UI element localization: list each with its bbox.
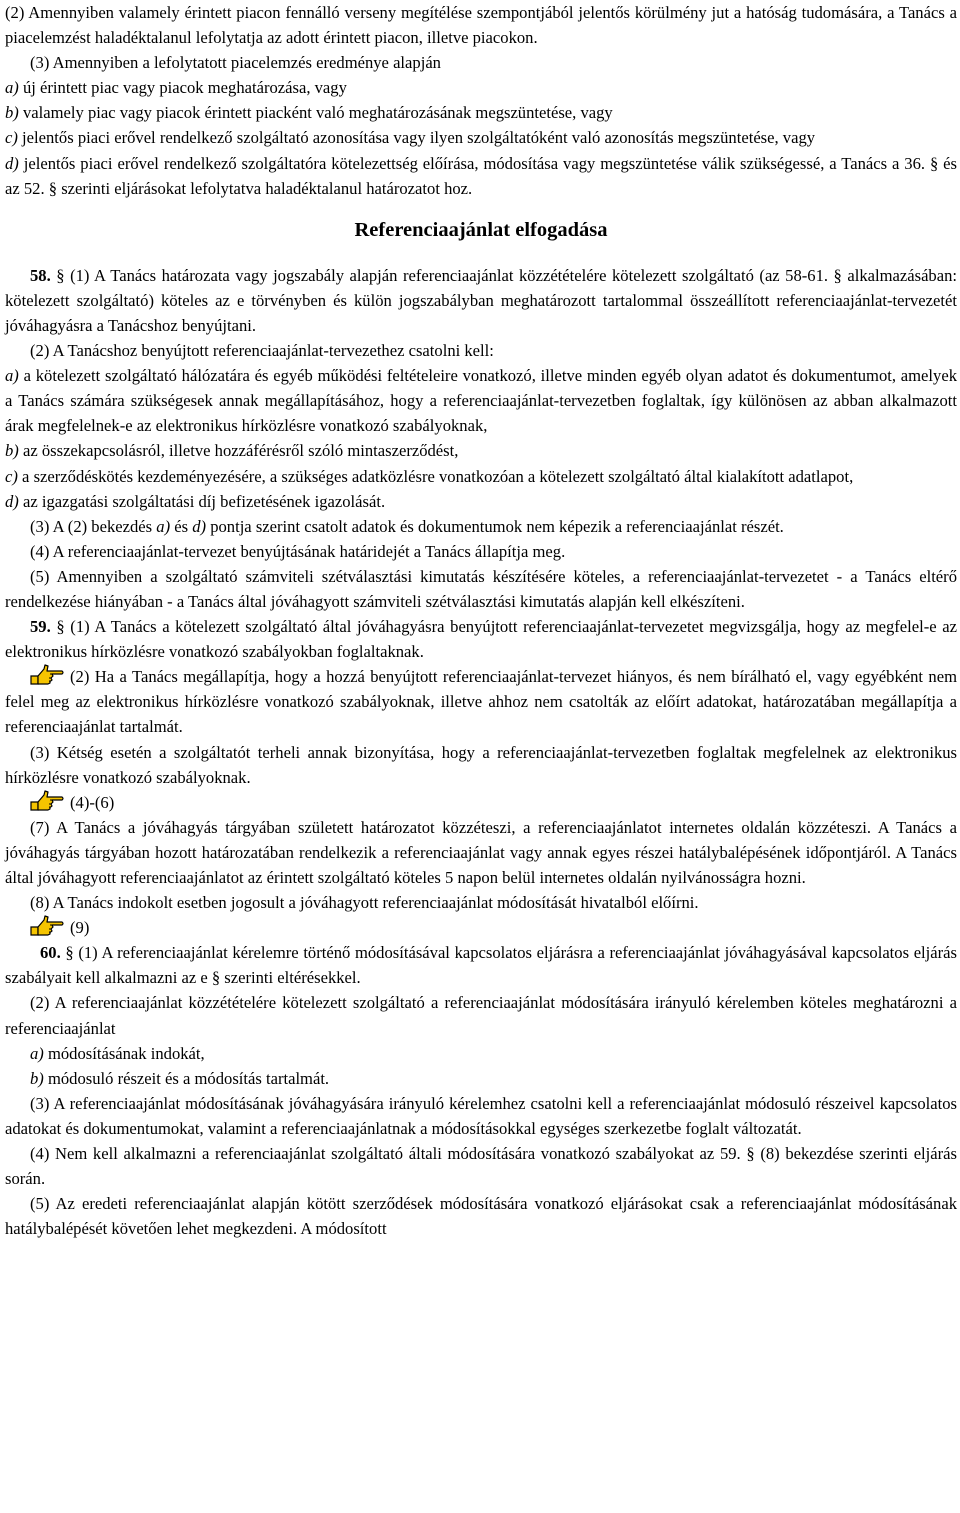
list-item — [5, 1041, 957, 1066]
section-59-para-1 — [5, 614, 957, 664]
item-text: a kötelezett szolgáltató hálózatára és egyéb működési feltételeire vonatkozó, illetve minden egyéb olyan adatot és dokumentumot, amelyek a Tanács számára szükségesek annak megállapításához, hogy a referenciaajánlat-tervezetben foglaltak, így különösen az abban alkalmazott árak megfelelnek-e az elektronikus hírközlésre vonatkozó szabályoknak, — [5, 366, 957, 436]
section-58-para-2: (2) A Tanácshoz benyújtott referenciaajánlat-tervezethez csatolni kell: — [30, 341, 494, 361]
item-label: b) — [5, 441, 19, 461]
item-text: új érintett piac vagy piacok meghatározása, vagy — [18, 78, 347, 98]
item-label: d) — [192, 516, 207, 536]
list-item — [5, 363, 957, 438]
section-number: 60. — [40, 943, 61, 963]
item-label: c) — [5, 466, 18, 486]
section-number: 59. — [30, 617, 51, 637]
section-60-para-2: (2) A referenciaajánlat közzétételére kötelezett szolgáltató a referenciaajánlat módosítására irányuló kérelemben köteles meghatározni a referenciaajánlat — [5, 993, 957, 1038]
item-label: d) — [5, 153, 19, 173]
section-60-para-4: (4) Nem kell alkalmazni a referenciaajánlat szolgáltató általi módosítására vonatkozó szabályokat az 59. § (8) bekezdése szerinti eljárás során. — [5, 1144, 957, 1189]
section-60-para-5: (5) Az eredeti referenciaajánlat alapján kötött szerződések módosítására vonatkozó eljárásokat csak a referenciaajánlat módosításának hatálybalépését követően lehet megkezdeni. A módosított — [5, 1194, 957, 1239]
para-text: (9) — [70, 918, 90, 938]
item-label: a) — [156, 516, 171, 536]
item-text: valamely piac vagy piacok érintett piacként való meghatározásának megszüntetése, vagy — [18, 103, 613, 123]
item-label: d) — [5, 491, 19, 511]
item-label: a) — [5, 366, 19, 386]
section-title: Referenciaajánlat elfogadása — [354, 218, 608, 241]
section-59-para-8: (8) A Tanács indokolt esetben jogosult a jóváhagyott referenciaajánlat módosítását hivatalból előírni. — [30, 893, 699, 913]
list-item — [5, 464, 957, 489]
pointing-hand-icon — [30, 664, 64, 686]
section-60-para-3: (3) A referenciaajánlat módosításának jóváhagyására irányuló kérelemhez csatolni kell a referenciaajánlat módosuló részeivel kapcsolatos adatokat és dokumentumokat, valamint a referenciaajánlatnak a módosításokkal egységes szerkezetbe foglalt változatát. — [5, 1093, 957, 1138]
list-item — [5, 125, 957, 150]
section-60-para-1 — [5, 940, 957, 990]
list-item — [5, 489, 957, 514]
list-item — [5, 75, 957, 100]
para-text: (4)-(6) — [70, 792, 115, 812]
item-text: az igazgatási szolgáltatási díj befizetésének igazolását. — [18, 491, 386, 511]
para-text: pontja szerint csatolt adatok és dokumentumok nem képezik a referenciaajánlat részét. — [206, 516, 784, 536]
para-text: (3) A (2) bekezdés — [30, 516, 157, 536]
list-item — [5, 100, 957, 125]
para-text: (2) Ha a Tanács megállapítja, hogy a hozzá benyújtott referenciaajánlat-tervezet hiányos, és nem bírálható el, vagy egyébként nem felel meg az elektronikus hírközlésre vonatkozó szabályoknak, illetve ahhoz nem csatolták az előírt adatokat, határozatában megállapítja a referenciaajánlat tartalmát. — [5, 667, 957, 737]
item-text: jelentős piaci erővel rendelkező szolgáltató azonosítása vagy ilyen szolgáltatóként való azonosítás megszüntetése, vagy — [17, 128, 816, 148]
section-58-para-1 — [5, 263, 957, 338]
item-label: a) — [5, 78, 19, 98]
list-item — [5, 1066, 957, 1091]
section-59-para-3: (3) Kétség esetén a szolgáltatót terheli annak bizonyítása, hogy a referenciaajánlat-tervezetben foglaltak megfelelnek az elektronikus hírközlésre vonatkozó szabályoknak. — [5, 742, 957, 787]
para-text: § (1) A Tanács határozata vagy jogszabály alapján referenciaajánlat közzétételére kötelezett szolgáltató (az 58-61. § alkalmazásában: kötelezett szolgáltató) köteles az e törvényben és külön jogszabályban meghatározott tartalommal összeállított referenciaajánlat-tervezetét jóváhagyásra a Tanácshoz benyújtani. — [5, 265, 957, 335]
para-text: és — [170, 516, 193, 536]
section-59-para-2 — [5, 664, 957, 739]
section-58-para-4: (4) A referenciaajánlat-tervezet benyújtásának határidejét a Tanács állapítja meg. — [30, 541, 566, 561]
pointing-hand-icon — [30, 790, 64, 812]
pointing-hand-icon — [30, 915, 64, 937]
item-label: c) — [5, 128, 18, 148]
section-58-para-5: (5) Amennyiben a szolgáltató számviteli szétválasztási kimutatás készítésére köteles, a referenciaajánlat-tervezetet - a Tanács eltérő rendelkezése hiányában - a Tanács által jóváhagyott számviteli szétválasztási kimutatás alapján kell elkészíteni. — [5, 566, 957, 611]
para-text: § (1) A referenciaajánlat kérelemre történő módosításával kapcsolatos eljárásra a referenciaajánlat jóváhagyásával kapcsolatos eljárás szabályait kell alkalmazni az e § szerinti eltérésekkel. — [5, 943, 957, 988]
para-2: (2) Amennyiben valamely érintett piacon fennálló verseny megítélése szempontjából jelentős körülmény jut a hatóság tudomására, a Tanács a piacelemzést haladéktalanul lefolytatja az adott érintett piacon, illetve piacokon. — [5, 3, 957, 48]
item-label: a) — [30, 1043, 44, 1063]
para-3: (3) Amennyiben a lefolytatott piacelemzés eredménye alapján — [30, 53, 441, 73]
section-58-para-3 — [5, 514, 957, 539]
list-item — [5, 151, 957, 201]
item-text: jelentős piaci erővel rendelkező szolgáltatóra kötelezettség előírása, módosítása vagy megszüntetése válik szükségessé, a Tanács a 36. § és az 52. § szerinti eljárásokat lefolytatva haladéktalanul határozatot hoz. — [5, 153, 957, 198]
section-59-para-7: (7) A Tanács a jóváhagyás tárgyában született határozatot közzéteszi, a referenciaajánlatot internetes oldalán közzéteszi. A Tanács a jóváhagyás tárgyában hozott határozatában rendelkezik a referenciaajánlat vagy annak egyes részei hatálybalépésének időpontjáról. A Tanács által jóváhagyott referenciaajánlatot az érintett szolgáltató köteles 5 napon belül internetes oldalán nyilvánosságra hozni. — [5, 817, 957, 887]
section-59-para-9 — [5, 915, 957, 940]
item-label: b) — [5, 103, 19, 123]
item-label: b) — [30, 1068, 44, 1088]
section-number: 58. — [30, 265, 51, 285]
item-text: a szerződéskötés kezdeményezésére, a szükséges adatközlésre vonatkozóan a kötelezett szolgáltató által kialakított adatlapot, — [17, 466, 854, 486]
list-item — [5, 438, 957, 463]
item-text: az összekapcsolásról, illetve hozzáférésről szóló mintaszerződést, — [18, 441, 459, 461]
item-text: módosuló részeit és a módosítás tartalmát. — [43, 1068, 330, 1088]
item-text: módosításának indokát, — [43, 1043, 205, 1063]
section-59-para-4-6 — [5, 790, 957, 815]
para-text: § (1) A Tanács a kötelezett szolgáltató által jóváhagyásra benyújtott referenciaajánlat-tervezetet megvizsgálja, hogy az megfelel-e az elektronikus hírközlésre vonatkozó szabályokban foglaltaknak. — [5, 617, 957, 662]
